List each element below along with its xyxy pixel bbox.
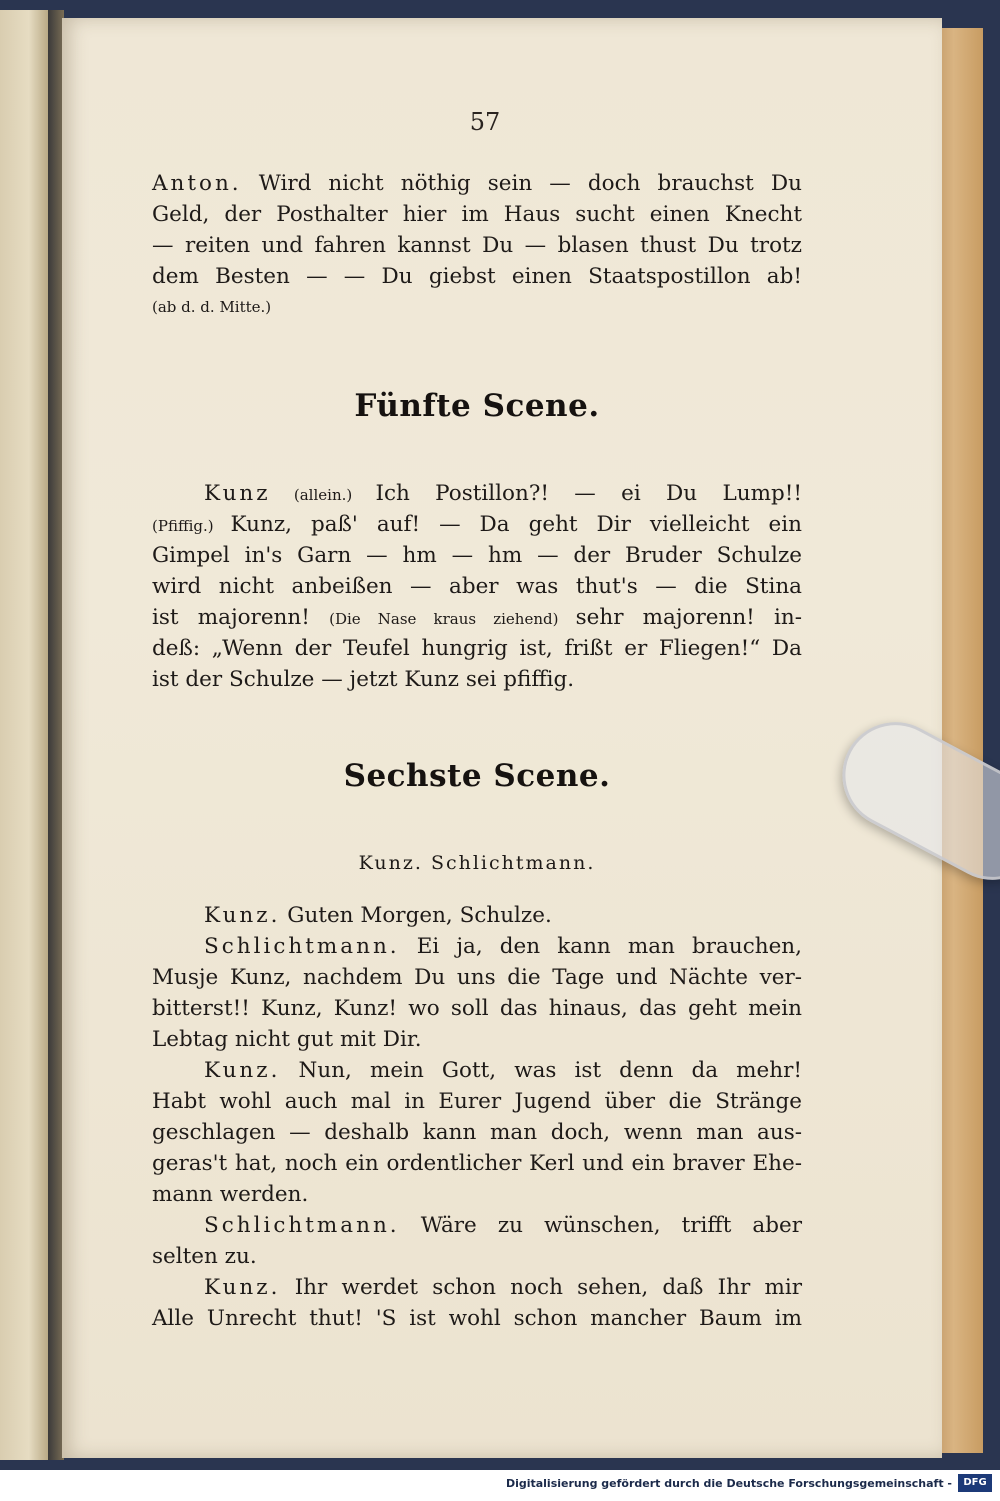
text-line: Alle Unrecht thut! 'S ist wohl schon mancher Baum im	[152, 1306, 802, 1331]
speaker-name: Kunz.	[204, 1275, 281, 1300]
text-line: dem Besten — — Du giebst einen Staatspostillon ab!	[152, 264, 802, 289]
digitization-credit: Digitalisierung gefördert durch die Deutsche Forschungsgemeinschaft -	[505, 1477, 952, 1490]
text-line: Kunz. Ihr werdet schon noch sehen, daß Ihr mir	[204, 1275, 802, 1300]
paragraph-scene-5	[152, 478, 802, 695]
text-line: Kunz (allein.) Ich Postillon?! — ei Du Lump!!	[204, 481, 802, 506]
text-line: ist der Schulze — jetzt Kunz sei pfiffig.	[152, 667, 575, 692]
stage-direction: (Pfiffig.)	[152, 517, 231, 535]
speaker-name: Schlichtmann.	[204, 1213, 400, 1238]
text-line: Schlichtmann. Wäre zu wünschen, trifft aber	[204, 1213, 802, 1238]
text-line: Gimpel in's Garn — hm — hm — der Bruder Schulze	[152, 543, 802, 568]
text-line: wird nicht anbeißen — aber was thut's — die Stina	[152, 574, 802, 599]
page-stack-edge	[940, 28, 983, 1453]
text-line: bitterst!! Kunz, Kunz! wo soll das hinaus, das geht mein	[152, 996, 802, 1021]
scene-heading-5: Fünfte Scene.	[354, 388, 600, 424]
text-line: Kunz. Guten Morgen, Schulze.	[204, 903, 552, 928]
speaker-name: Schlichtmann.	[204, 934, 400, 959]
text-line: deß: „Wenn der Teufel hungrig ist, frißt er Fliegen!“ Da	[152, 636, 802, 661]
text-line: geras't hat, noch ein ordentlicher Kerl und ein braver Ehe-	[152, 1151, 802, 1176]
text-line: Habt wohl auch mal in Eurer Jugend über die Stränge	[152, 1089, 802, 1114]
paragraph-anton	[152, 168, 802, 323]
text-line: Geld, der Posthalter hier im Haus sucht einen Knecht	[152, 202, 802, 227]
text-line: — reiten und fahren kannst Du — blasen thust Du trotz	[152, 233, 802, 258]
stage-direction: (ab d. d. Mitte.)	[152, 298, 272, 316]
text-line: Schlichtmann. Ei ja, den kann man brauchen,	[204, 934, 802, 959]
text-line: Lebtag nicht gut mit Dir.	[152, 1027, 422, 1052]
speaker-name: Kunz	[204, 481, 271, 506]
speaker-name: Kunz.	[204, 1058, 281, 1083]
text-line: ist majorenn! (Die Nase kraus ziehend) sehr majorenn! in-	[152, 605, 802, 630]
stage-direction: (Die Nase kraus ziehend)	[329, 610, 576, 628]
text-line: Kunz. Nun, mein Gott, was ist denn da mehr!	[204, 1058, 802, 1083]
dfg-logo: DFG	[958, 1474, 992, 1492]
text-line: selten zu.	[152, 1244, 257, 1269]
scene-characters: Kunz. Schlichtmann.	[358, 852, 596, 874]
scene-heading-6: Sechste Scene.	[343, 758, 611, 794]
paragraph-scene-6	[152, 900, 802, 1334]
text-line: Anton. Wird nicht nöthig sein — doch brauchst Du	[152, 171, 802, 196]
left-page-edge	[0, 10, 50, 1460]
text-line: geschlagen — deshalb kann man doch, wenn man aus-	[152, 1120, 802, 1145]
speaker-name: Kunz.	[204, 903, 281, 928]
stage-direction: (allein.)	[270, 486, 376, 504]
text-line: Musje Kunz, nachdem Du uns die Tage und Nächte ver-	[152, 965, 802, 990]
text-line: (Pfiffig.) Kunz, paß' auf! — Da geht Dir vielleicht ein	[152, 512, 802, 537]
text-line: mann werden.	[152, 1182, 309, 1207]
page-number: 57	[469, 108, 501, 136]
speaker-name: Anton.	[152, 171, 242, 196]
